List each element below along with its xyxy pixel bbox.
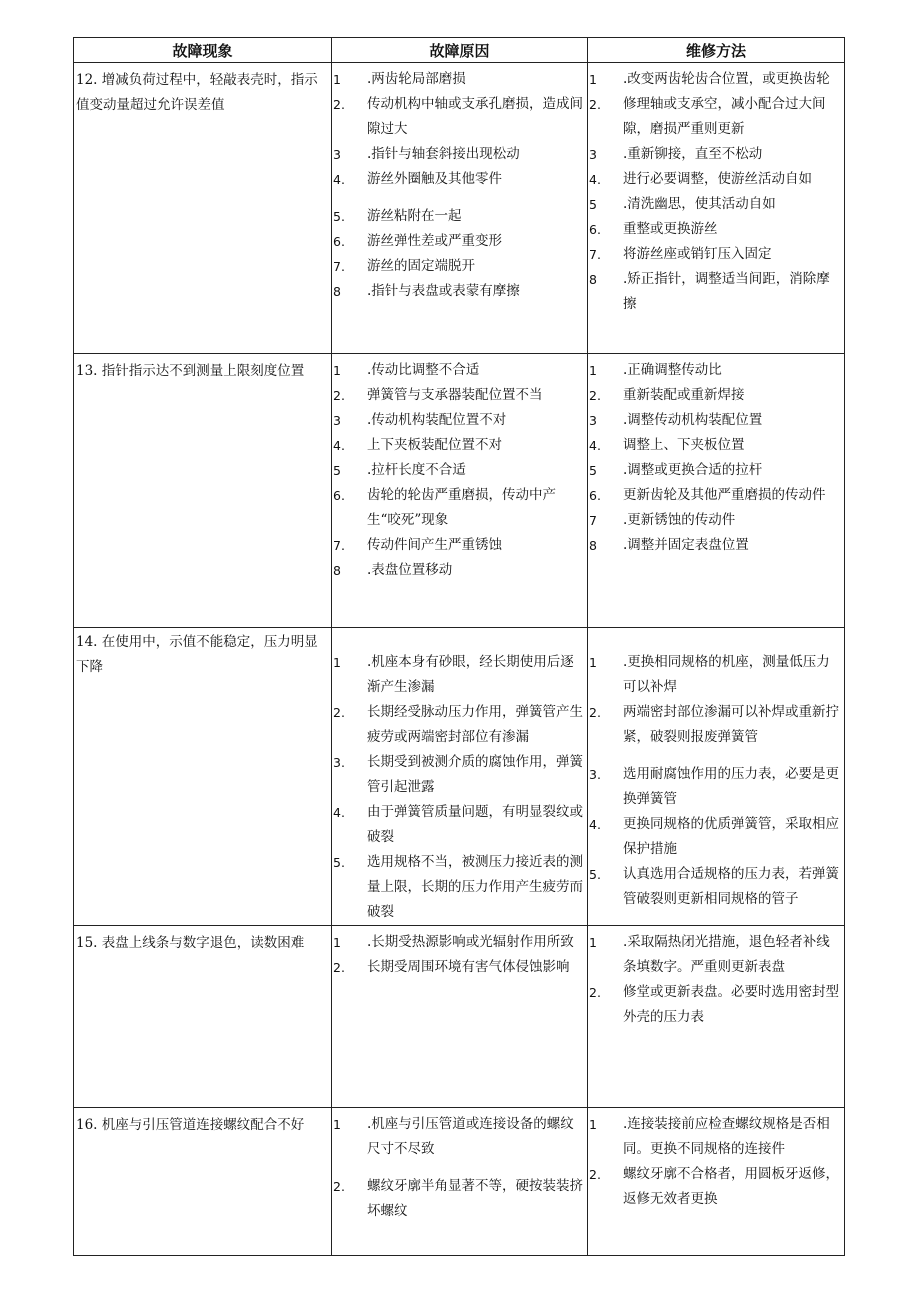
list-item — [589, 433, 843, 458]
item-text: 认真选用合适规格的压力表，若弹簧管破裂则更新相同规格的管子 — [623, 866, 839, 907]
item-number: 1 — [333, 72, 341, 87]
item-text: .连接装接前应检查螺纹规格是否相同。更换不同规格的连接件 — [623, 1116, 830, 1157]
method-list — [588, 63, 844, 317]
list-item — [589, 383, 843, 408]
item-text: 长期经受脉动压力作用，弹簧管产生疲劳或两端密封部位有渗漏 — [367, 704, 583, 745]
list-item — [589, 700, 843, 750]
item-text: .正确调整传动比 — [623, 362, 722, 378]
cause-list — [332, 926, 587, 980]
list-item — [333, 167, 586, 192]
list-item — [589, 142, 843, 167]
item-text: .清洗幽思，使其活动自如 — [623, 196, 776, 212]
item-text: 修理轴或支承空，减小配合过大间隙，磨损严重则更新 — [623, 96, 826, 137]
method-cell — [588, 354, 845, 628]
method-cell — [588, 628, 845, 926]
item-number: 6. — [589, 222, 601, 237]
item-number: 2. — [589, 705, 601, 720]
item-number: 3 — [333, 413, 341, 428]
symptom-cell — [74, 926, 332, 1108]
item-text: 长期受到被测介质的腐蚀作用，弹簧管引起泄露 — [367, 754, 583, 795]
item-number: 4. — [589, 438, 601, 453]
cause-list — [332, 63, 587, 304]
item-number: 5 — [333, 463, 341, 478]
list-item — [333, 850, 586, 925]
list-item — [589, 508, 843, 533]
item-text: .传动机构装配位置不对 — [367, 412, 507, 428]
table-row — [74, 926, 845, 1108]
item-number: 1 — [333, 1117, 341, 1132]
list-item — [333, 458, 586, 483]
item-text: .表盘位置移动 — [367, 562, 453, 578]
list-item — [333, 1112, 586, 1162]
list-item — [333, 533, 586, 558]
item-number: 5. — [589, 867, 601, 882]
item-number: 6. — [333, 488, 345, 503]
item-number: 5 — [589, 197, 597, 212]
symptom-cell — [74, 63, 332, 354]
method-cell — [588, 63, 845, 354]
list-item — [333, 279, 586, 304]
list-item — [589, 1162, 843, 1212]
item-number: 7 — [589, 513, 597, 528]
item-number: 2. — [589, 388, 601, 403]
list-item — [589, 408, 843, 433]
method-list — [588, 628, 844, 912]
list-item — [589, 980, 843, 1030]
header-symptom: 故障现象 — [74, 38, 332, 63]
list-item — [589, 458, 843, 483]
table-row — [74, 1108, 845, 1256]
item-number: 4. — [589, 172, 601, 187]
list-item — [333, 92, 586, 142]
list-item — [589, 483, 843, 508]
item-number: 8 — [589, 538, 597, 553]
symptom-text: 13. 指针指示达不到测量上限刻度位置 — [76, 363, 305, 379]
item-number: 3. — [333, 755, 345, 770]
item-text: 游丝的固定端脱开 — [367, 258, 475, 274]
item-number: 7. — [589, 247, 601, 262]
item-text: 将游丝座或销钉压入固定 — [623, 246, 772, 262]
cause-cell — [332, 1108, 588, 1256]
fault-table — [73, 37, 845, 1256]
list-item — [333, 955, 586, 980]
header-cause: 故障原因 — [332, 38, 588, 63]
list-item — [333, 483, 586, 533]
list-item — [333, 408, 586, 433]
item-number: 4. — [333, 438, 345, 453]
item-text: 更新齿轮及其他严重磨损的传动件 — [623, 487, 826, 503]
item-text: 弹簧管与支承器装配位置不当 — [367, 387, 543, 403]
item-number: 7. — [333, 259, 345, 274]
item-text: 螺纹牙廓半角显著不等，硬按装装挤坏螺纹 — [367, 1178, 583, 1219]
item-number: 1 — [589, 935, 597, 950]
list-item — [333, 750, 586, 800]
item-text: 传动件间产生严重锈蚀 — [367, 537, 502, 553]
item-number: 2. — [333, 1179, 345, 1194]
symptom-text: 14. 在使用中，示值不能稳定，压力明显下降 — [76, 634, 318, 675]
method-list — [588, 354, 844, 558]
item-text: .调整或更换合适的拉杆 — [623, 462, 763, 478]
list-item — [589, 67, 843, 92]
item-text: .采取隔热闭光措施，退色轻者补线条填数字。严重则更新表盘 — [623, 934, 830, 975]
list-item — [333, 142, 586, 167]
list-item — [589, 242, 843, 267]
list-item — [589, 533, 843, 558]
item-text: .调整传动机构装配位置 — [623, 412, 763, 428]
item-text: .矫正指针，调整适当间距，消除摩擦 — [623, 271, 830, 312]
list-item — [589, 167, 843, 192]
item-text: 重新装配或重新焊接 — [623, 387, 745, 403]
item-text: 调整上、下夹板位置 — [623, 437, 745, 453]
list-item — [589, 92, 843, 142]
list-item — [333, 700, 586, 750]
item-number: 2. — [589, 985, 601, 1000]
symptom-text: 16. 机座与引压管道连接螺纹配合不好 — [76, 1117, 305, 1133]
method-cell — [588, 926, 845, 1108]
item-number: 3. — [589, 767, 601, 782]
cause-cell — [332, 628, 588, 926]
item-text: 修堂或更新表盘。必要时选用密封型外壳的压力表 — [623, 984, 839, 1025]
symptom-text: 15. 表盘上线条与数字退色，读数困难 — [76, 935, 305, 951]
item-number: 7. — [333, 538, 345, 553]
item-number: 5. — [333, 855, 345, 870]
item-number: 8 — [589, 272, 597, 287]
list-item — [333, 383, 586, 408]
item-number: 2. — [333, 960, 345, 975]
table-row — [74, 628, 845, 926]
item-text: 选用耐腐蚀作用的压力表，必要是更换弹簧管 — [623, 766, 839, 807]
item-number: 1 — [333, 363, 341, 378]
item-text: .两齿轮局部磨损 — [367, 71, 466, 87]
list-item — [333, 254, 586, 279]
item-number: 3 — [589, 147, 597, 162]
item-text: 进行必要调整，使游丝活动自如 — [623, 171, 812, 187]
symptom-text: 12. 增减负荷过程中，轻敲表壳时，指示值变动量超过允许误差值 — [76, 72, 318, 113]
list-item — [333, 229, 586, 254]
item-text: 游丝弹性差或严重变形 — [367, 233, 502, 249]
list-item — [333, 558, 586, 583]
item-number: 2. — [589, 1167, 601, 1182]
list-item — [333, 433, 586, 458]
method-list — [588, 1108, 844, 1212]
symptom-cell — [74, 628, 332, 926]
list-item — [333, 67, 586, 92]
item-number: 1 — [589, 1117, 597, 1132]
item-text: .更换相同规格的机座，测量低压力可以补焊 — [623, 654, 830, 695]
item-number: 2. — [333, 388, 345, 403]
item-number: 4. — [333, 172, 345, 187]
item-text: 游丝粘附在一起 — [367, 208, 462, 224]
item-text: .调整并固定表盘位置 — [623, 537, 749, 553]
item-text: .传动比调整不合适 — [367, 362, 480, 378]
header-row — [74, 38, 845, 63]
table-row — [74, 354, 845, 628]
item-text: .机座与引压管道或连接设备的螺纹尺寸不尽致 — [367, 1116, 574, 1157]
list-item — [333, 930, 586, 955]
item-number: 8 — [333, 284, 341, 299]
item-text: .改变两齿轮齿合位置，或更换齿轮 — [623, 71, 830, 87]
item-number: 2. — [333, 705, 345, 720]
item-text: 游丝外圈触及其他零件 — [367, 171, 502, 187]
item-number: 3 — [333, 147, 341, 162]
header-method: 维修方法 — [588, 38, 845, 63]
list-item — [589, 358, 843, 383]
symptom-cell — [74, 354, 332, 628]
list-item — [589, 812, 843, 862]
cause-list — [332, 354, 587, 583]
list-item — [333, 650, 586, 700]
item-number: 8 — [333, 563, 341, 578]
list-item — [333, 204, 586, 229]
symptom-cell — [74, 1108, 332, 1256]
cause-cell — [332, 63, 588, 354]
cause-list — [332, 628, 587, 925]
item-text: .重新铆接，直至不松动 — [623, 146, 763, 162]
list-item — [589, 217, 843, 242]
table-row — [74, 63, 845, 354]
item-number: 1 — [333, 935, 341, 950]
item-text: .拉杆长度不合适 — [367, 462, 466, 478]
item-text: .长期受热源影响或光辐射作用所致 — [367, 934, 574, 950]
list-item — [589, 267, 843, 317]
item-number: 2. — [333, 97, 345, 112]
item-text: 齿轮的轮齿严重磨损，传动中产生“咬死”现象 — [367, 487, 556, 528]
cause-cell — [332, 354, 588, 628]
method-cell — [588, 1108, 845, 1256]
item-text: .指针与轴套斜接出现松动 — [367, 146, 520, 162]
item-number: 6. — [589, 488, 601, 503]
item-text: 螺纹牙廓不合格者，用圆板牙返修，返修无效者更换 — [623, 1166, 839, 1207]
item-text: .机座本身有砂眼，经长期使用后逐渐产生渗漏 — [367, 654, 574, 695]
item-text: 重整或更换游丝 — [623, 221, 718, 237]
list-item — [333, 1174, 586, 1224]
item-text: .指针与表盘或表蒙有摩擦 — [367, 283, 520, 299]
item-number: 5 — [589, 463, 597, 478]
list-item — [589, 862, 843, 912]
item-number: 4. — [589, 817, 601, 832]
item-number: 1 — [589, 72, 597, 87]
item-number: 3 — [589, 413, 597, 428]
item-number: 2. — [589, 97, 601, 112]
item-text: 传动机构中轴或支承孔磨损，造成间隙过大 — [367, 96, 583, 137]
list-item — [589, 650, 843, 700]
list-item — [589, 930, 843, 980]
item-text: .更新锈蚀的传动件 — [623, 512, 736, 528]
item-text: 由于弹簧管质量问题，有明显裂纹或破裂 — [367, 804, 583, 845]
item-number: 4. — [333, 805, 345, 820]
list-item — [589, 1112, 843, 1162]
item-number: 5. — [333, 209, 345, 224]
item-text: 上下夹板装配位置不对 — [367, 437, 502, 453]
item-text: 更换同规格的优质弹簧管，采取相应保护措施 — [623, 816, 839, 857]
item-number: 6. — [333, 234, 345, 249]
item-number: 1 — [589, 655, 597, 670]
cause-cell — [332, 926, 588, 1108]
list-item — [333, 800, 586, 850]
list-item — [589, 762, 843, 812]
list-item — [589, 192, 843, 217]
item-text: 长期受周围环境有害气体侵蚀影响 — [367, 959, 570, 975]
list-item — [333, 358, 586, 383]
method-list — [588, 926, 844, 1030]
item-number: 1 — [589, 363, 597, 378]
item-text: 选用规格不当，被测压力接近表的测量上限，长期的压力作用产生疲劳而破裂 — [367, 854, 583, 920]
item-text: 两端密封部位渗漏可以补焊或重新拧紧，破裂则报废弹簧管 — [623, 704, 839, 745]
item-number: 1 — [333, 655, 341, 670]
cause-list — [332, 1108, 587, 1224]
